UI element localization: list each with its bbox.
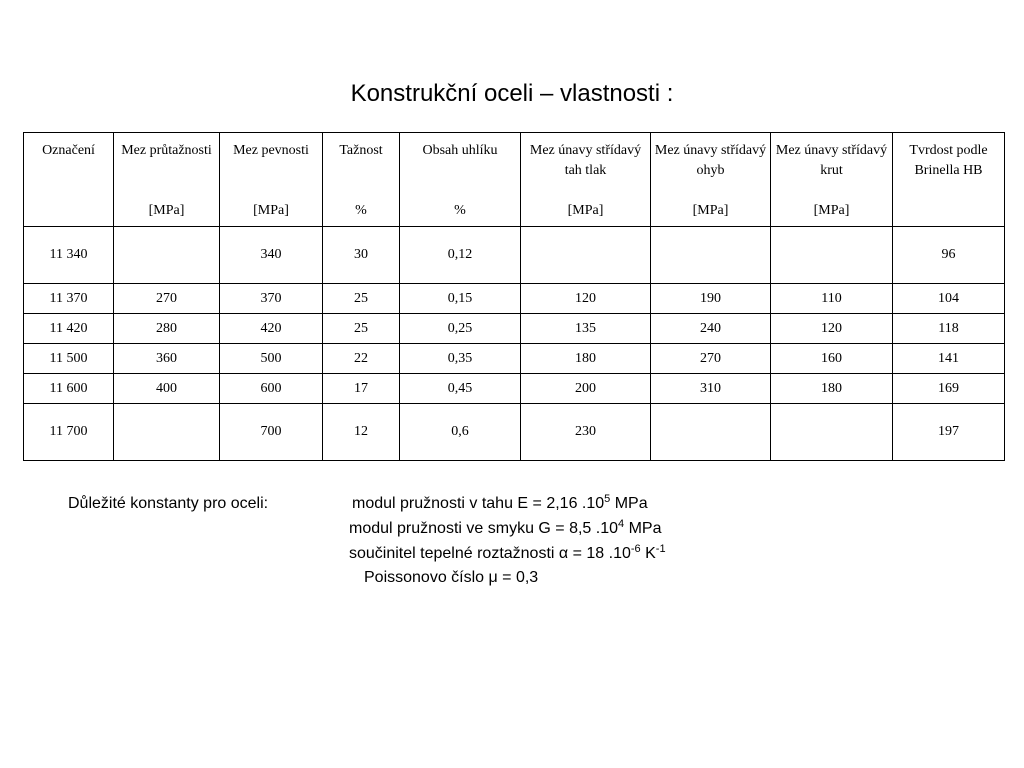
- table-cell: 400: [114, 374, 220, 404]
- header-label: Mez únavy střídavý ohyb: [654, 143, 767, 178]
- steel-properties-table: [23, 132, 1005, 461]
- table-cell: [651, 404, 771, 461]
- table-cell: 104: [893, 284, 1005, 314]
- table-cell: 190: [651, 284, 771, 314]
- table-cell: 25: [323, 284, 400, 314]
- header-mez-unavy-tah: [521, 133, 651, 227]
- header-label: Obsah uhlíku: [422, 143, 498, 158]
- table-cell: 12: [323, 404, 400, 461]
- table-cell: 11 600: [24, 374, 114, 404]
- header-unit: %: [355, 203, 367, 218]
- constants-label: Důležité konstanty pro oceli:: [68, 495, 269, 512]
- header-obsah-uhliku: [400, 133, 521, 227]
- table-cell: 270: [114, 284, 220, 314]
- header-taznost: [323, 133, 400, 227]
- table-cell: 700: [220, 404, 323, 461]
- table-cell: 200: [521, 374, 651, 404]
- table-cell: 370: [220, 284, 323, 314]
- constant-exponent: 4: [618, 518, 625, 530]
- table-cell: 120: [771, 314, 893, 344]
- constant-text: Poissonovo číslo μ = 0,3: [364, 569, 539, 586]
- table-cell: 310: [651, 374, 771, 404]
- table-row: [24, 404, 1005, 461]
- table-cell: 141: [893, 344, 1005, 374]
- table-cell: 230: [521, 404, 651, 461]
- table-cell: 0,25: [400, 314, 521, 344]
- constant-poisson: [364, 569, 538, 587]
- table-cell: 0,12: [400, 227, 521, 284]
- table-row: [24, 314, 1005, 344]
- constant-unit: MPa: [624, 520, 662, 537]
- table-row: [24, 344, 1005, 374]
- table-cell: 17: [323, 374, 400, 404]
- header-unit: [MPa]: [813, 203, 850, 218]
- constant-unit: MPa: [610, 495, 648, 512]
- header-mez-pevnosti: [220, 133, 323, 227]
- table-row: [24, 284, 1005, 314]
- table-cell: 120: [521, 284, 651, 314]
- table-row: [24, 227, 1005, 284]
- table-cell: 22: [323, 344, 400, 374]
- header-tvrdost: [893, 133, 1005, 227]
- table-cell: [771, 404, 893, 461]
- header-unit: [MPa]: [692, 203, 729, 218]
- table-cell: 110: [771, 284, 893, 314]
- constant-modul-smyk: [349, 520, 661, 538]
- constant-exponent: 5: [604, 493, 611, 505]
- header-label: Tažnost: [339, 143, 383, 158]
- table-cell: 270: [651, 344, 771, 374]
- table-cell: [771, 227, 893, 284]
- constant-text: modul pružnosti v tahu E = 2,16 .10: [352, 495, 605, 512]
- header-oznaceni: [24, 133, 114, 227]
- table-cell: 240: [651, 314, 771, 344]
- header-unit: [MPa]: [148, 203, 185, 218]
- constant-roztaznost: [349, 545, 666, 563]
- table-cell: 500: [220, 344, 323, 374]
- table-cell: 180: [521, 344, 651, 374]
- table-cell: 118: [893, 314, 1005, 344]
- header-label: Mez průtažnosti: [121, 143, 212, 158]
- table-cell: [651, 227, 771, 284]
- table-cell: 96: [893, 227, 1005, 284]
- table-cell: [114, 227, 220, 284]
- table-cell: 160: [771, 344, 893, 374]
- header-mez-unavy-ohyb: [651, 133, 771, 227]
- table-cell: 11 340: [24, 227, 114, 284]
- table-cell: 11 420: [24, 314, 114, 344]
- header-unit: [MPa]: [253, 203, 289, 218]
- table-cell: 135: [521, 314, 651, 344]
- constant-text: modul pružnosti ve smyku G = 8,5 .10: [349, 520, 619, 537]
- constant-modul-tah: [352, 495, 648, 513]
- constant-unit: K: [640, 545, 656, 562]
- table-cell: 0,15: [400, 284, 521, 314]
- page-title: Konstrukční oceli – vlastnosti :: [350, 80, 674, 107]
- header-label: Mez únavy střídavý krut: [775, 143, 888, 178]
- header-label: Tvrdost podle Brinella HB: [909, 143, 988, 178]
- table-header-row: [24, 133, 1005, 227]
- constant-text: součinitel tepelné roztažnosti α = 18 .10: [349, 545, 631, 562]
- table-cell: 0,6: [400, 404, 521, 461]
- header-label: Mez pevnosti: [233, 143, 309, 158]
- table-cell: 11 370: [24, 284, 114, 314]
- table-cell: 11 500: [24, 344, 114, 374]
- table-cell: 420: [220, 314, 323, 344]
- table-cell: 25: [323, 314, 400, 344]
- table-cell: 340: [220, 227, 323, 284]
- constant-exponent: -6: [630, 543, 641, 555]
- table-cell: [114, 404, 220, 461]
- constant-unit-exponent: -1: [655, 543, 666, 555]
- table-cell: 11 700: [24, 404, 114, 461]
- table-cell: 197: [893, 404, 1005, 461]
- table-cell: [521, 227, 651, 284]
- table-cell: 0,45: [400, 374, 521, 404]
- table-cell: 30: [323, 227, 400, 284]
- header-label: Mez únavy střídavý tah tlak: [529, 143, 642, 178]
- table-row: [24, 374, 1005, 404]
- table-cell: 360: [114, 344, 220, 374]
- header-mez-unavy-krut: [771, 133, 893, 227]
- header-unit: [MPa]: [567, 203, 604, 218]
- header-label: Označení: [42, 143, 95, 158]
- table-cell: 180: [771, 374, 893, 404]
- table-cell: 280: [114, 314, 220, 344]
- header-mez-prutaznosti: [114, 133, 220, 227]
- header-unit: %: [454, 203, 466, 218]
- table-cell: 169: [893, 374, 1005, 404]
- table-cell: 600: [220, 374, 323, 404]
- table-cell: 0,35: [400, 344, 521, 374]
